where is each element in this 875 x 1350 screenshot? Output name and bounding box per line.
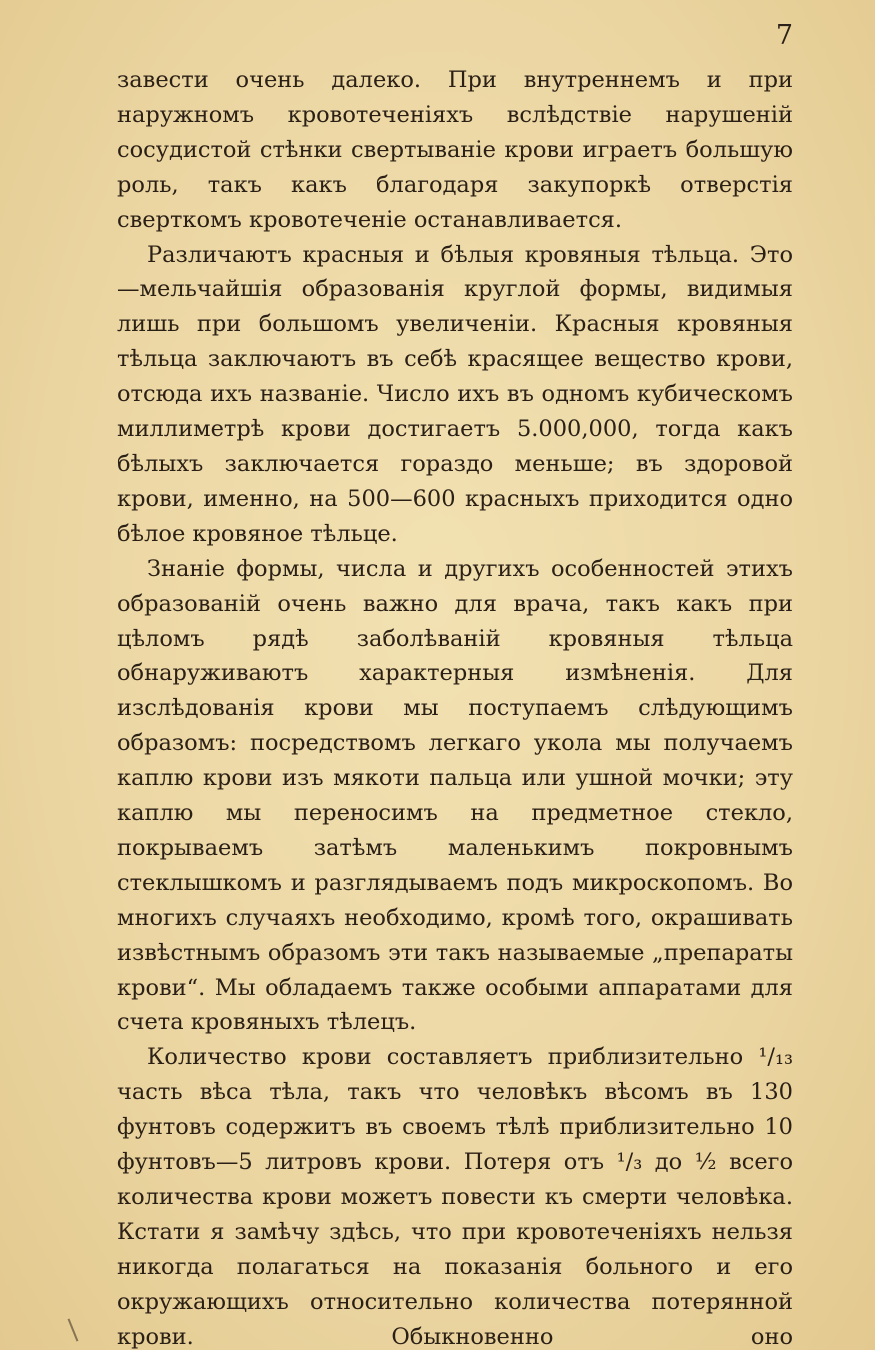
paragraph-4: Количество крови составляетъ приблизительно ¹/₁₃ часть вѣса тѣла, такъ что человѣкъ вѣсомъ въ 130 фунтовъ содержитъ въ своемъ тѣлѣ приблизительно 10 фунтовъ—5 литровъ крови. Потеря отъ ¹/₃ до ½ всего количества крови можетъ повести къ смерти человѣка. Кстати я замѣчу здѣсь, что при кровотеченіяхъ нельзя никогда полагаться на показанія больного и его окружающихъ относительно количества потерянной крови. Обыкновенно оно <box>117 1044 793 1350</box>
body-text <box>117 63 793 1350</box>
page-number: 7 <box>775 20 793 51</box>
paragraph-2: Различаютъ красныя и бѣлыя кровяныя тѣльца. Это—мельчайшія образованія круглой формы, видимыя лишь при большомъ увеличеніи. Красныя кровяныя тѣльца заключаютъ въ себѣ красящее вещество крови, отсюда ихъ названіе. Число ихъ въ одномъ кубическомъ миллиметрѣ крови достигаетъ 5.000,000, тогда какъ бѣлыхъ заключается гораздо меньше; въ здоровой крови, именно, на 500—600 красныхъ приходится одно бѣлое кровяное тѣльце. <box>117 241 793 547</box>
paragraph-1: завести очень далеко. При внутреннемъ и при наружномъ кровотеченіяхъ вслѣдствіе нарушеній сосудистой стѣнки свертываніе крови играетъ большую роль, такъ какъ благодаря закупоркѣ отверстія сверткомъ кровотеченіе останавливается. <box>117 67 793 233</box>
paragraph-3: Знаніе формы, числа и другихъ особенностей этихъ образованій очень важно для врача, такъ какъ при цѣломъ рядѣ заболѣваній кровяныя тѣльца обнаруживаютъ характерныя измѣненія. Для изслѣдованія крови мы поступаемъ слѣдующимъ образомъ: посредствомъ легкаго укола мы получаемъ каплю крови изъ мякоти пальца или ушной мочки; эту каплю мы переносимъ на предметное стекло, покрываемъ затѣмъ маленькимъ покровнымъ стеклышкомъ и разглядываемъ подъ микроскопомъ. Во многихъ случаяхъ необходимо, кромѣ того, окрашивать извѣстнымъ образомъ эти такъ называемые „препараты крови“. Мы обладаемъ также особыми аппаратами для счета кровяныхъ тѣлецъ. <box>117 555 793 1036</box>
paper-edge-mark <box>68 1318 79 1341</box>
